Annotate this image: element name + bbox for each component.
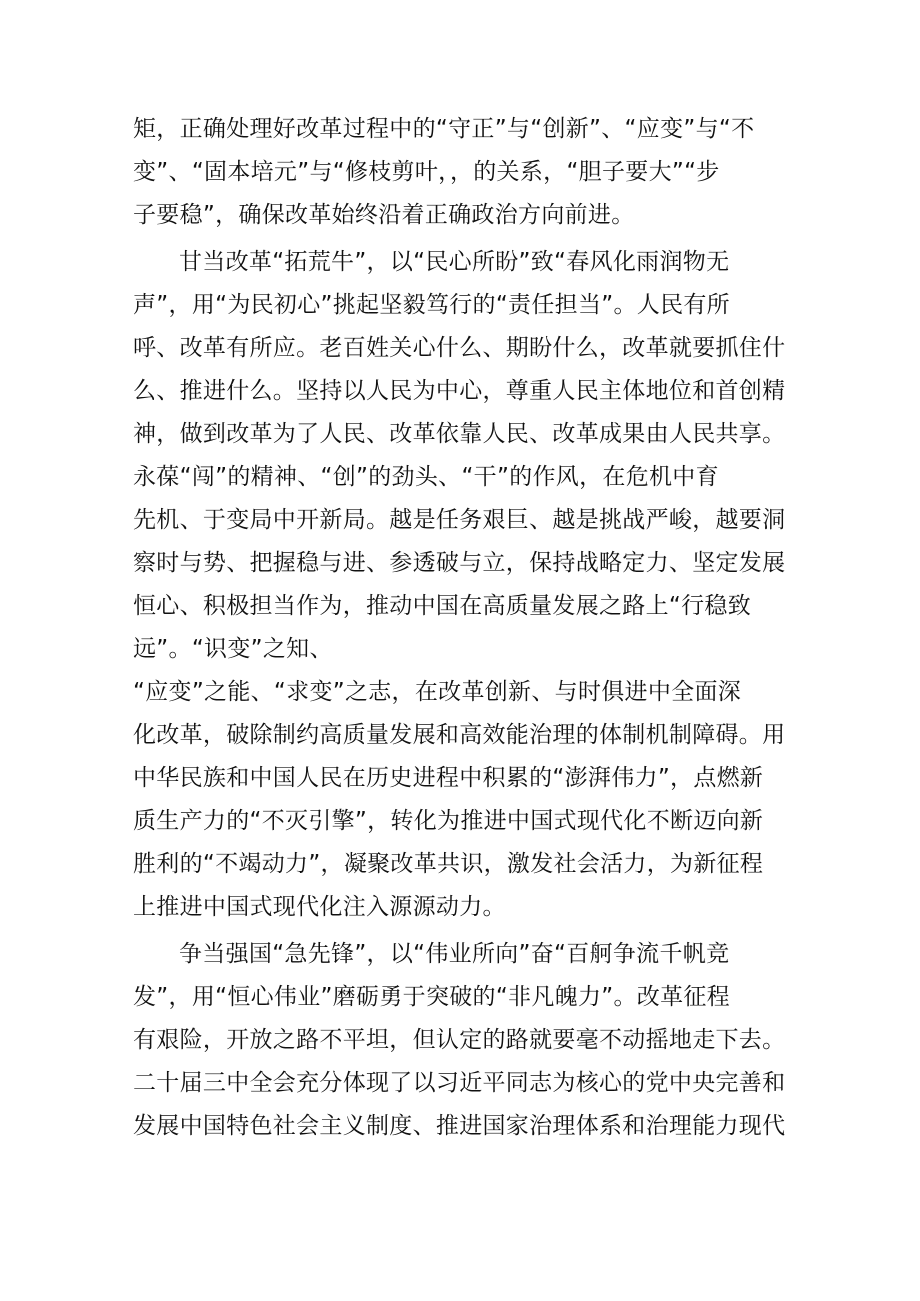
text-line: 胜利的“不竭动力”，凝聚改革共识，激发社会活力，为新征程 [133, 851, 764, 877]
text-line: 呼、改革有所应。老百姓关心什么、期盼什么，改革就要抓住什 [133, 335, 786, 361]
text-line: 上推进中国式现代化注入源源动力。 [133, 894, 506, 920]
text-line: 矩，正确处理好改革过程中的“守正”与“创新”、“应变”与“不 [133, 116, 755, 142]
text-line: 先机、于变局中开新局。越是任务艰巨、越是挑战严峻，越要洞 [133, 507, 786, 533]
text-line: 发”，用“恒心伟业”磨砺勇于突破的“非凡魄力”。改革征程 [133, 984, 730, 1010]
text-line: 么、推进什么。坚持以人民为中心，尊重人民主体地位和首创精 [133, 378, 786, 404]
text-line: “应变”之能、“求变”之志，在改革创新、与时俱进中全面深 [133, 679, 742, 705]
text-line: 发展中国特色社会主义制度、推进国家治理体系和治理能力现代 [133, 1113, 786, 1139]
paragraph-first-line: 甘当改革“拓荒牛”，以“民心所盼”致“春风化雨润物无 [179, 249, 730, 275]
text-line: 变”、“固本培元”与“修枝剪叶，，的关系，“胆子要大”“步 [133, 159, 720, 185]
text-line: 永葆“闯”的精神、“创”的劲头、“干”的作风，在危机中育 [133, 464, 719, 490]
text-line: 察时与势、把握稳与进、参透破与立，保持战略定力、坚定发展 [133, 550, 786, 576]
body-text [133, 108, 793, 1148]
text-line: 远”。“识变”之知、 [133, 636, 333, 662]
text-line: 化改革，破除制约高质量发展和高效能治理的体制机制障碍。用 [133, 722, 786, 748]
text-line: 子要稳”，确保改革始终沿着正确政治方向前进。 [133, 202, 635, 228]
text-line: 神，做到改革为了人民、改革依靠人民、改革成果由人民共享。 [133, 421, 786, 447]
text-line: 质生产力的“不灭引擎”，转化为推进中国式现代化不断迈向新 [133, 808, 764, 834]
paragraph-first-line: 争当强国“急先锋”，以“伟业所向”奋“百舸争流千帆竞 [179, 941, 730, 967]
text-line: 声”，用“为民初心”挑起坚毅笃行的“责任担当”。人民有所 [133, 292, 730, 318]
text-line: 中华民族和中国人民在历史进程中积累的“澎湃伟力”，点燃新 [133, 765, 764, 791]
text-line: 二十届三中全会充分体现了以习近平同志为核心的党中央完善和 [133, 1070, 786, 1096]
text-line: 恒心、积极担当作为，推动中国在高质量发展之路上“行稳致 [133, 593, 752, 619]
text-line: 有艰险，开放之路不平坦，但认定的路就要毫不动摇地走下去。 [133, 1027, 786, 1053]
